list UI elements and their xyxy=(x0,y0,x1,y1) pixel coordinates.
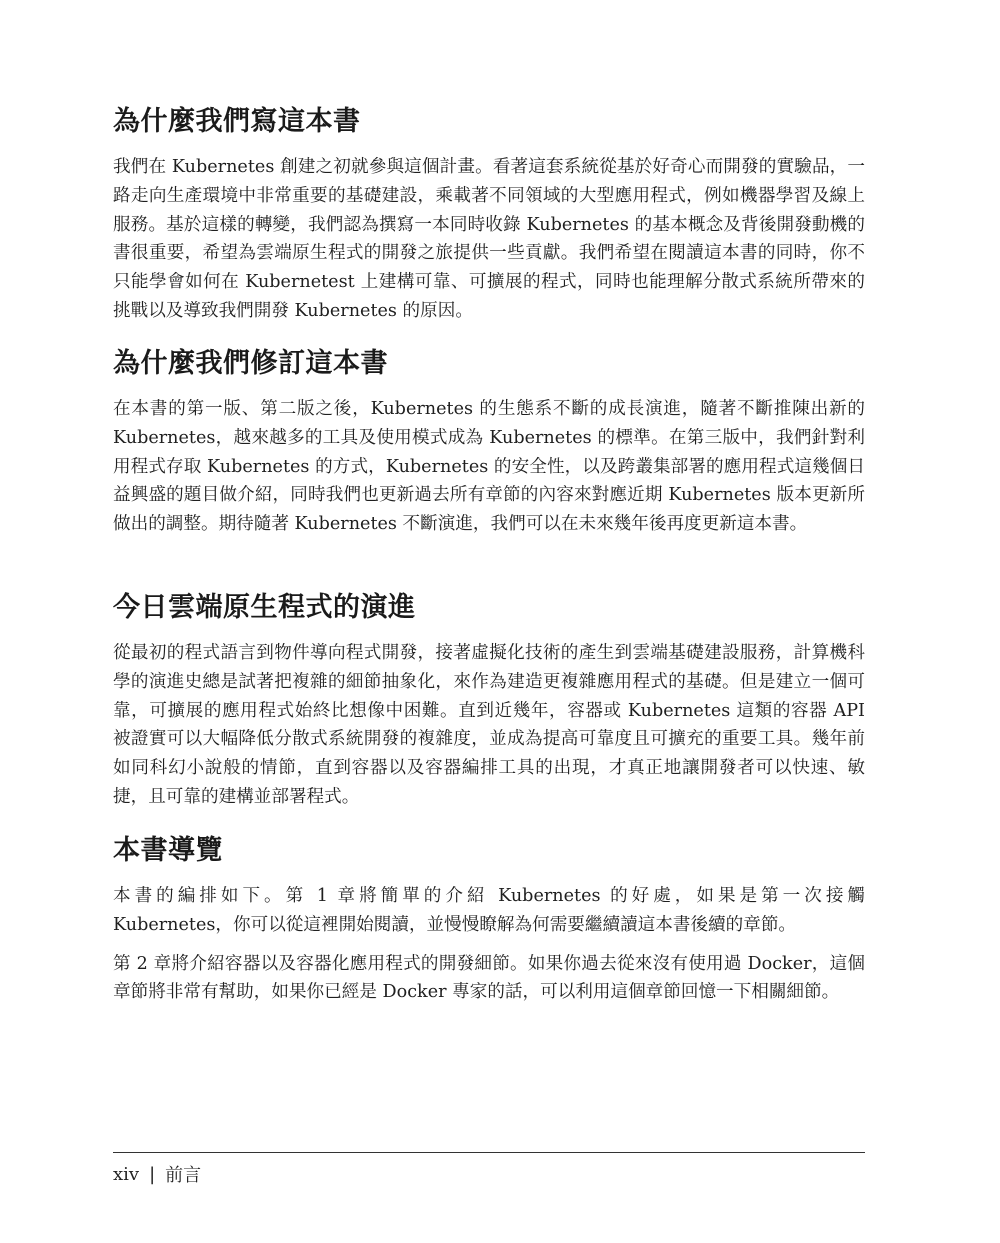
section-heading: 今日雲端原生程式的演進 xyxy=(113,592,416,623)
page-number: xiv xyxy=(113,1163,140,1185)
section-why-we-revised xyxy=(113,344,865,539)
section-cloud-native-evolution xyxy=(113,588,865,812)
section-book-overview xyxy=(113,831,865,1007)
section-heading: 為什麼我們寫這本書 xyxy=(113,106,361,137)
section-heading: 為什麼我們修訂這本書 xyxy=(113,348,388,379)
section-heading: 本書導覽 xyxy=(113,835,223,866)
section-paragraph: 本書的編排如下。第 1 章將簡單的介紹 Kubernetes 的好處，如果是第一次接觸 Kubernetes，你可以從這裡開始閱讀，並慢慢瞭解為何需要繼續讀這本書後續的章節。 xyxy=(113,886,865,935)
section-paragraph: 第 2 章將介紹容器以及容器化應用程式的開發細節。如果你過去從來沒有使用過 Docker，這個章節將非常有幫助，如果你已經是 Docker 專家的話，可以利用這個章節回憶一下相關細節。 xyxy=(113,953,865,1003)
section-paragraph: 我們在 Kubernetes 創建之初就參與這個計畫。看著這套系統從基於好奇心而開發的實驗品，一路走向生產環境中非常重要的基礎建設，乘載著不同領域的大型應用程式，例如機器學習及線上服務。基於這樣的轉變，我們認為撰寫一本同時收錄 Kubernetes 的基本概念及背後開發動機的書很重要，希望為雲端原生程式的開發之旅提供一些貢獻。我們希望在閱讀這本書的同時，你不只能學會如何在 Kubernetest 上建構可靠、可擴展的程式，同時也能理解分散式系統所帶來的挑戰以及導致我們開發 Kubernetes 的原因。 xyxy=(113,157,865,321)
footer-chapter-title: 前言 xyxy=(165,1165,202,1186)
section-paragraph: 從最初的程式語言到物件導向程式開發，接著虛擬化技術的產生到雲端基礎建設服務，計算機科學的演進史總是試著把複雜的細節抽象化，來作為建造更複雜應用程式的基礎。但是建立一個可靠，可擴展的應用程式始終比想像中困難。直到近幾年，容器或 Kubernetes 這類的容器 API 被證實可以大幅降低分散式系統開發的複雜度，並成為提高可靠度且可擴充的重要工具。幾年前如同科幻小說般的情節，直到容器以及容器編排工具的出現，才真正地讓開發者可以快速、敏捷，且可靠的建構並部署程式。 xyxy=(113,643,865,807)
page-footer xyxy=(113,1160,201,1188)
footer-separator: | xyxy=(149,1163,156,1185)
footer-divider xyxy=(113,1152,865,1153)
section-paragraph: 在本書的第一版、第二版之後，Kubernetes 的生態系不斷的成長演進，隨著不斷推陳出新的 Kubernetes，越來越多的工具及使用模式成為 Kubernetes 的標準。在第三版中，我們針對利用程式存取 Kubernetes 的方式，Kubernetes 的安全性，以及跨叢集部署的應用程式這幾個日益興盛的題目做介紹，同時我們也更新過去所有章節的內容來對應近期 Kubernetes 版本更新所做出的調整。期待隨著 Kubernetes 不斷演進，我們可以在未來幾年後再度更新這本書。 xyxy=(113,399,865,535)
section-why-we-wrote xyxy=(113,102,865,326)
